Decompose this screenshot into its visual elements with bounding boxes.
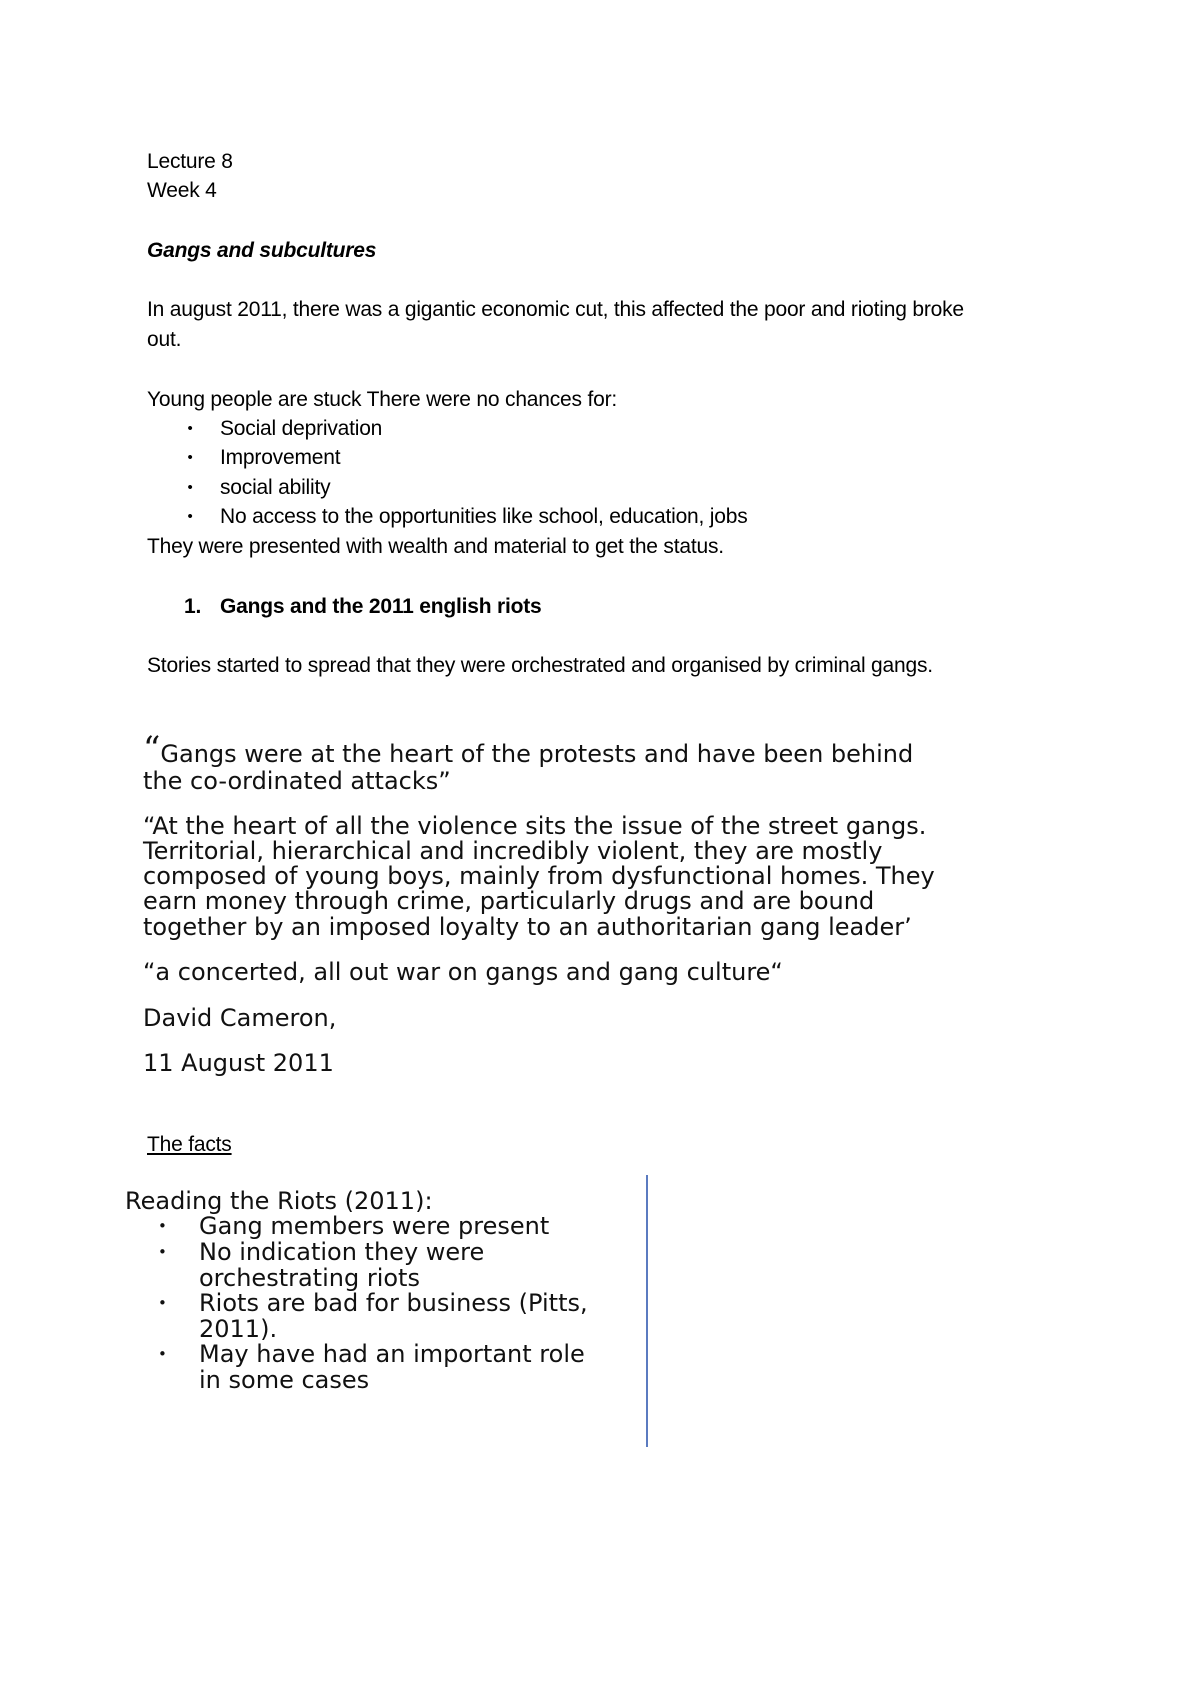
bullet-icon: •: [158, 1294, 167, 1312]
quote-3: “a concerted, all out war on gangs and gang culture“: [143, 958, 783, 986]
quote-2-line: “At the heart of all the violence sits the issue of the street gangs.: [143, 812, 927, 840]
intro-line-2: out.: [147, 328, 182, 351]
bullet-icon: •: [187, 449, 193, 466]
quote-author: David Cameron,: [143, 1004, 337, 1032]
bullet-icon: •: [187, 420, 193, 437]
bullet-icon: •: [187, 479, 193, 496]
bullet-icon: •: [158, 1217, 167, 1235]
bullet-icon: •: [158, 1345, 167, 1363]
section-title: Gangs and the 2011 english riots: [220, 595, 542, 618]
quote-1-line-1: “Gangs were at the heart of the protests and have been behind: [143, 729, 914, 769]
quote-2-line: composed of young boys, mainly from dysfunctional homes. They: [143, 862, 935, 890]
facts-box-title: Reading the Riots (2011):: [125, 1187, 433, 1215]
chances-lead: Young people are stuck There were no chances for:: [147, 388, 618, 411]
quote-date: 11 August 2011: [143, 1049, 334, 1077]
bullet-icon: •: [187, 508, 193, 525]
section-text: Stories started to spread that they were orchestrated and organised by criminal gangs.: [147, 654, 933, 677]
quote-2-line: Territorial, hierarchical and incredibly violent, they are mostly: [143, 837, 883, 865]
section-number: 1.: [184, 595, 202, 618]
facts-heading: The facts: [147, 1133, 232, 1156]
lecture-label: Lecture 8: [147, 150, 233, 173]
intro-line-1: In august 2011, there was a gigantic economic cut, this affected the poor and rioting broke: [147, 298, 964, 321]
document-page: Lecture 8 Week 4 Gangs and subcultures In august 2011, there was a gigantic economic cut, this affected the poor and rioting broke out. Young people are stuck There were no chances for: • Social deprivation • Improvement • social ability • No access to the opportunities like school, education, jobs They were presented with wealth and material to get the status. 1. Gangs and the 2011 english riots Stories started to spread that they were orchestrated and organised by criminal gangs. “Gangs were at the heart of the protests and have been behind the co-ordinated attacks” “At the heart of all the violence sits the issue of the street gangs. Territorial, hierarchical and incredibly violent, they are mostly composed of young boys, mainly from dysfunctional homes. They earn money through crime, particularly drugs and are bound together by an imposed loyalty to an authoritarian gang leader’ “a concerted, all out war on gangs and gang culture“ David Cameron, 11 August 2011 The facts Reading the Riots (2011): • Gang members were present • No indication they were orchestrating riots • Riots are bad for business (Pitts, 2011). • May have had an important role in some cases: [0, 0, 1200, 1698]
bullet-icon: •: [158, 1243, 167, 1261]
week-label: Week 4: [147, 179, 217, 202]
quote-1-line-2: the co-ordinated attacks”: [143, 767, 451, 795]
quote-2-line: earn money through crime, particularly drugs and are bound: [143, 887, 875, 915]
document-heading: Gangs and subcultures: [147, 239, 377, 262]
chances-closing: They were presented with wealth and material to get the status.: [147, 535, 724, 558]
quote-2-line: together by an imposed loyalty to an authoritarian gang leader’: [143, 913, 912, 941]
facts-divider: [646, 1175, 648, 1447]
